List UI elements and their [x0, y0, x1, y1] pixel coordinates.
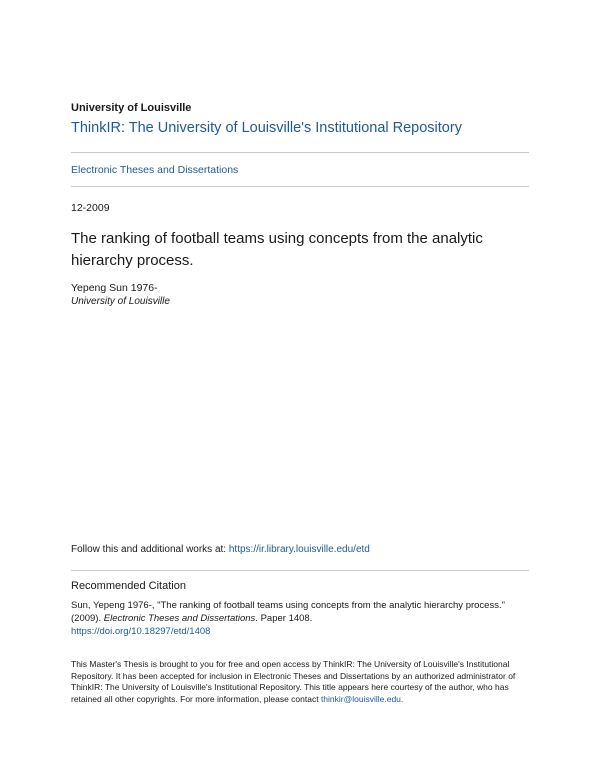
notice-text: This Master's Thesis is brought to you for free and open access by ThinkIR: The University of Louisville's Institutional Repository. It has been accepted for inclusion in Electronic Theses and Dissertations by an authorized administrator of ThinkIR: The University of Louisville's Institutional Repository. This title appears here courtesy of the author, who has retained all other copyrights. For more information, please contact [71, 659, 516, 704]
author-affiliation: University of Louisville [71, 296, 170, 307]
access-notice [71, 659, 531, 705]
citation-part2: . Paper 1408. [255, 613, 313, 624]
citation-part1: Sun, Yepeng 1976-, "The ranking of football teams using concepts from the analytic hierarchy process." (2009). [71, 600, 505, 624]
author-name: Yepeng Sun 1976- [71, 282, 158, 294]
divider-citation [71, 570, 529, 571]
notice-end: . [400, 693, 404, 704]
citation-journal: Electronic Theses and Dissertations [103, 613, 256, 624]
institution-name: University of Louisville [71, 102, 192, 114]
follow-line [71, 544, 370, 555]
publication-date: 12-2009 [71, 202, 110, 214]
divider-top [71, 152, 529, 153]
contact-email-link[interactable]: thinkir@louisville.edu [320, 693, 401, 704]
collection-link[interactable]: Electronic Theses and Dissertations [71, 164, 239, 176]
divider-bottom [71, 186, 529, 187]
citation-text [71, 599, 531, 638]
follow-prefix: Follow this and additional works at: [71, 544, 229, 555]
follow-link[interactable]: https://ir.library.louisville.edu/etd [228, 544, 370, 555]
repository-link[interactable]: ThinkIR: The University of Louisville's Institutional Repository [71, 120, 462, 136]
citation-heading: Recommended Citation [71, 580, 186, 592]
doi-link[interactable]: https://doi.org/10.18297/etd/1408 [71, 626, 211, 637]
document-title: The ranking of football teams using concepts from the analytic hierarchy process. [71, 230, 483, 269]
